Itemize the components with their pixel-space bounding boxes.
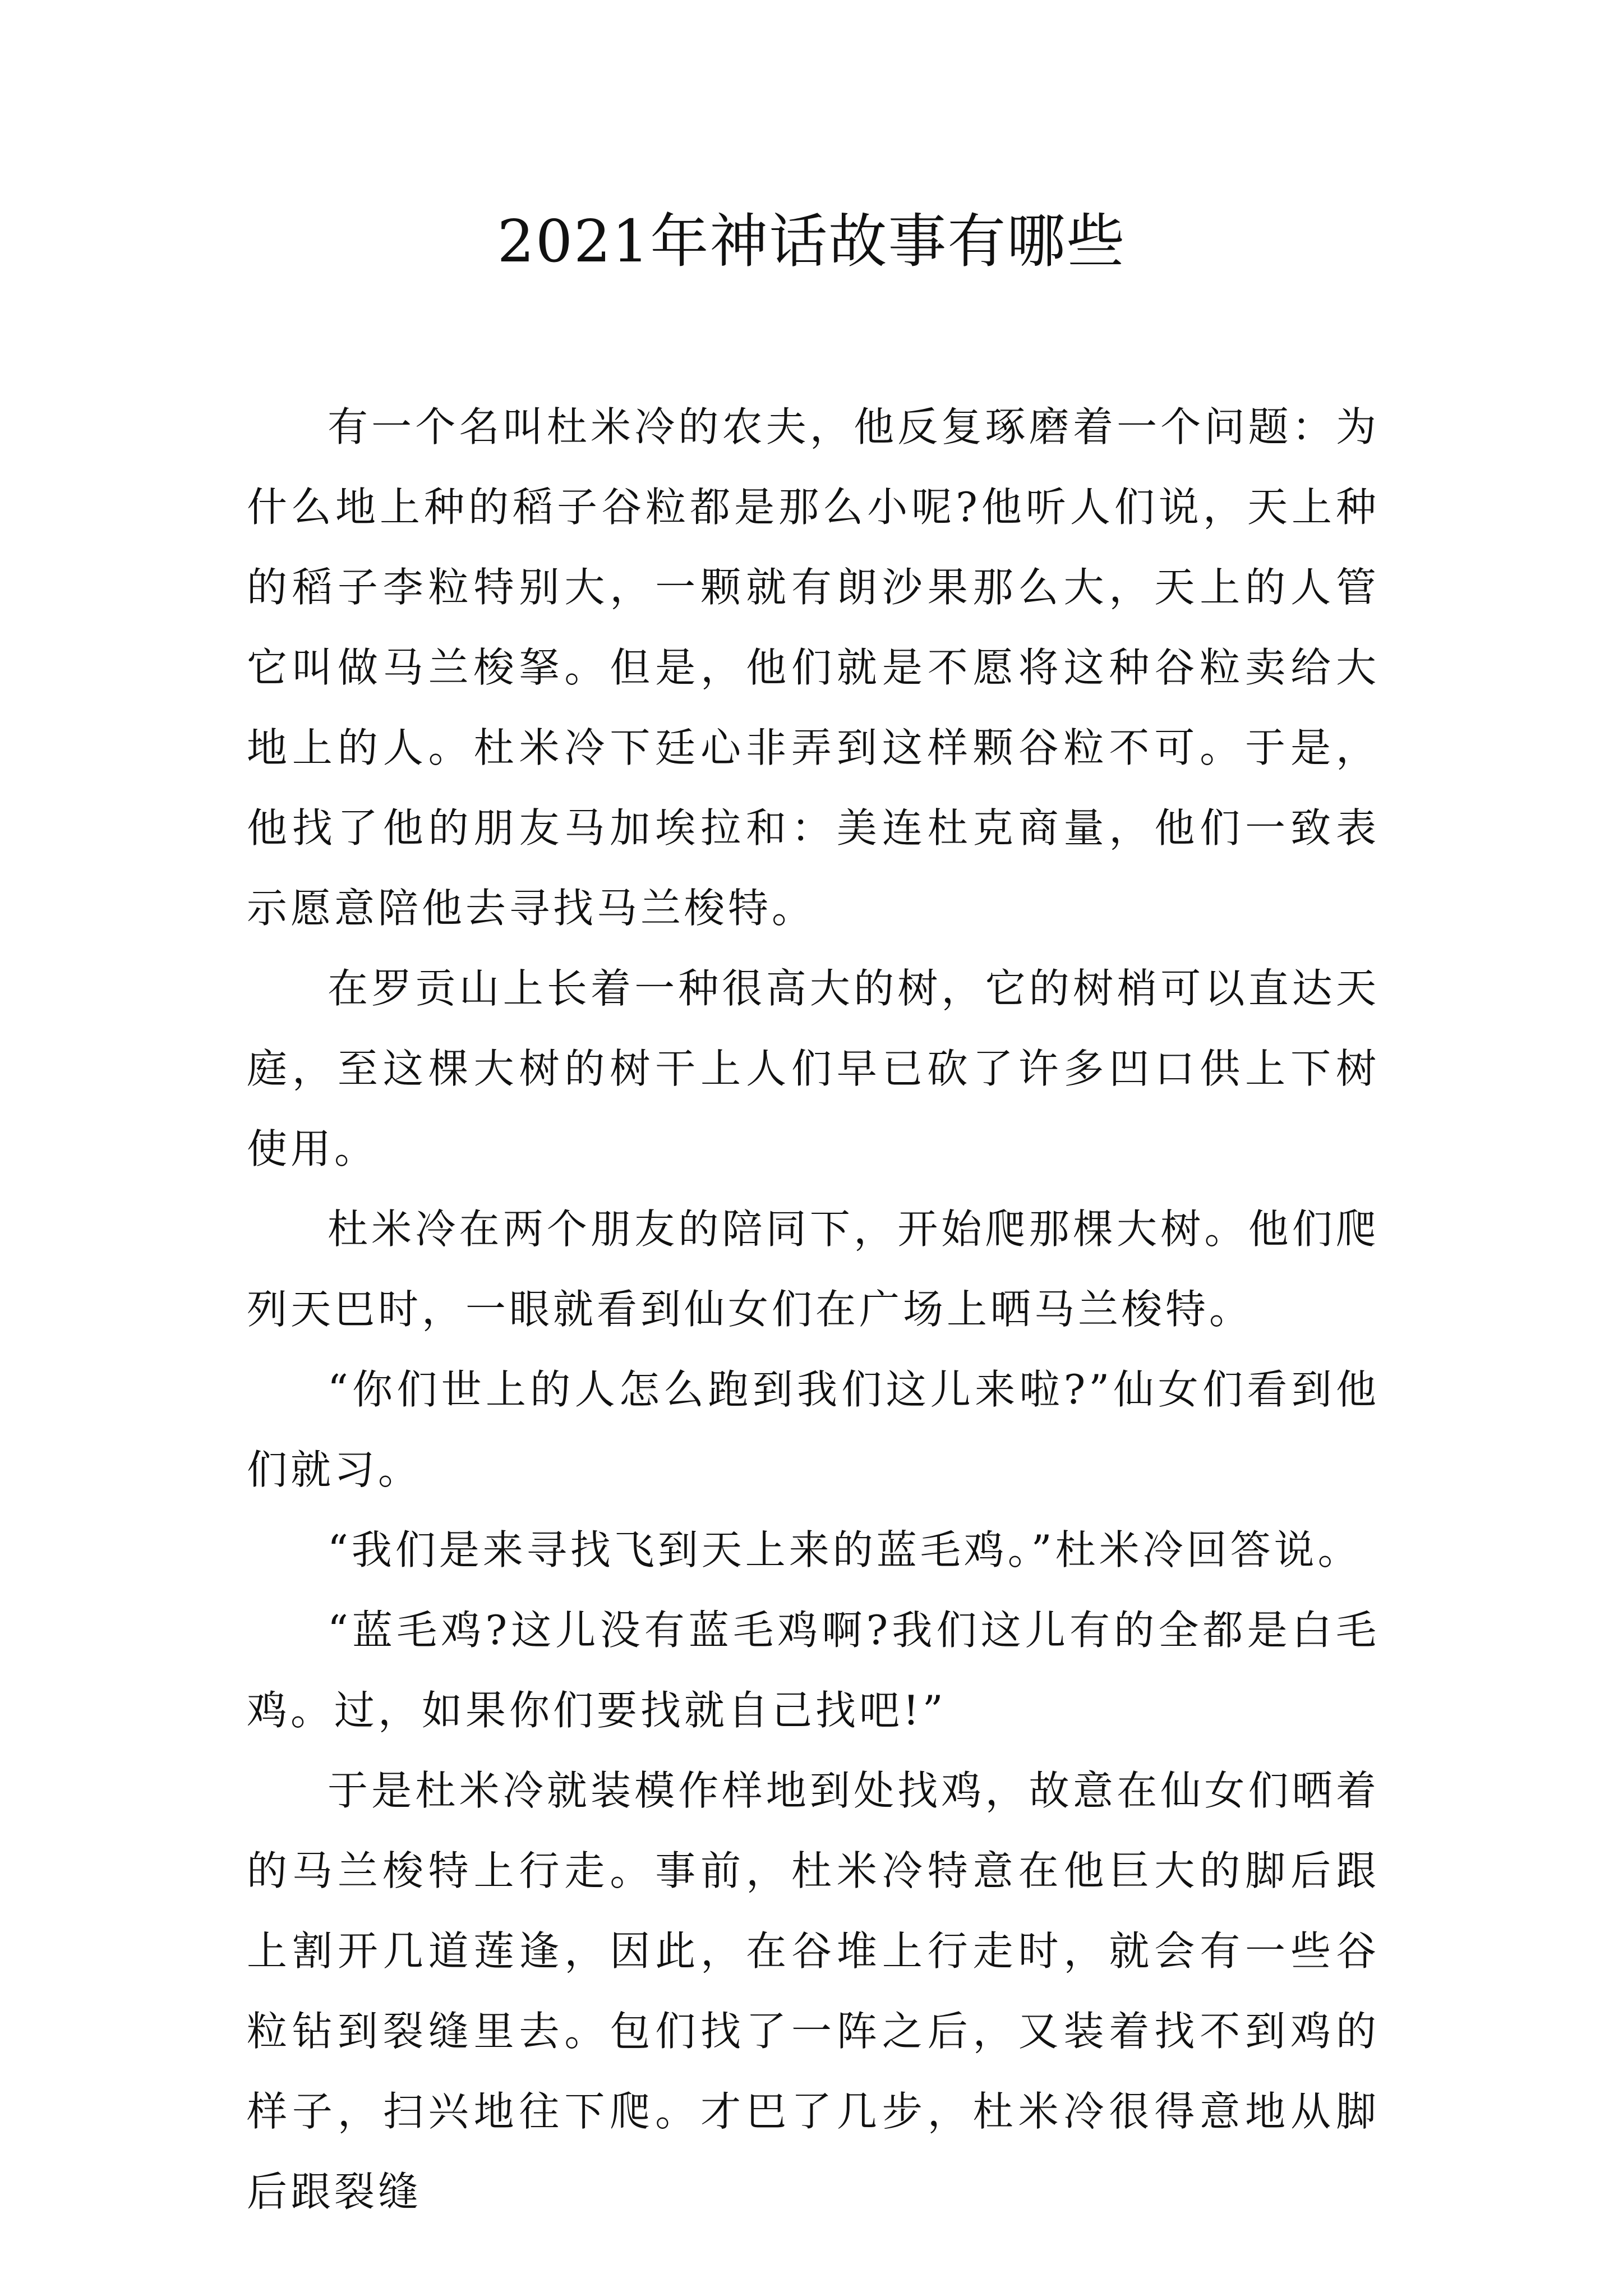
document-body bbox=[247, 387, 1380, 2232]
paragraph: “我们是来寻找飞到天上来的蓝毛鸡。”杜米冷回答说。 bbox=[328, 1526, 1362, 1573]
paragraph: 于是杜米冷就装模作样地到处找鸡，故意在仙女们晒着的马兰梭特上行走。事前，杜米冷特意在他巨大的脚后跟上割开几道莲逢，因此，在谷堆上行走时，就会有一些谷粒钻到裂缝里去。包们找了一阵之后，又装着找不到鸡的样子，扫兴地往下爬。才巴了几步，杜米冷很得意地从脚后跟裂缝 bbox=[247, 1767, 1380, 2215]
paragraph: “蓝毛鸡?这儿没有蓝毛鸡啊?我们这儿有的全都是白毛鸡。过，如果你们要找就自己找吧!” bbox=[247, 1607, 1380, 1734]
document-title: 2021年神话故事有哪些 bbox=[497, 207, 1126, 275]
paragraph: “你们世上的人怎么跑到我们这儿来啦?”仙女们看到他们就习。 bbox=[247, 1366, 1380, 1493]
paragraph: 有一个名叫杜米冷的农夫，他反复琢磨着一个问题：为什么地上种的稻子谷粒都是那么小呢?他听人们说，天上种的稻子李粒特别大，一颗就有朗沙果那么大，天上的人管它叫做马兰梭拏。但是，他们就是不愿将这种谷粒卖给大地上的人。杜米冷下廷心非弄到这样颗谷粒不可。于是，他找了他的朋友马加埃拉和：美连杜克商量，他们一致表示愿意陪他去寻找马兰梭特。 bbox=[247, 403, 1380, 932]
paragraph: 在罗贡山上长着一种很高大的树，它的树梢可以直达天庭，至这棵大树的树干上人们早已砍了许多凹口供上下树使用。 bbox=[247, 965, 1380, 1172]
paragraph: 杜米冷在两个朋友的陪同下，开始爬那棵大树。他们爬列天巴时，一眼就看到仙女们在广场上晒马兰梭特。 bbox=[247, 1205, 1380, 1333]
